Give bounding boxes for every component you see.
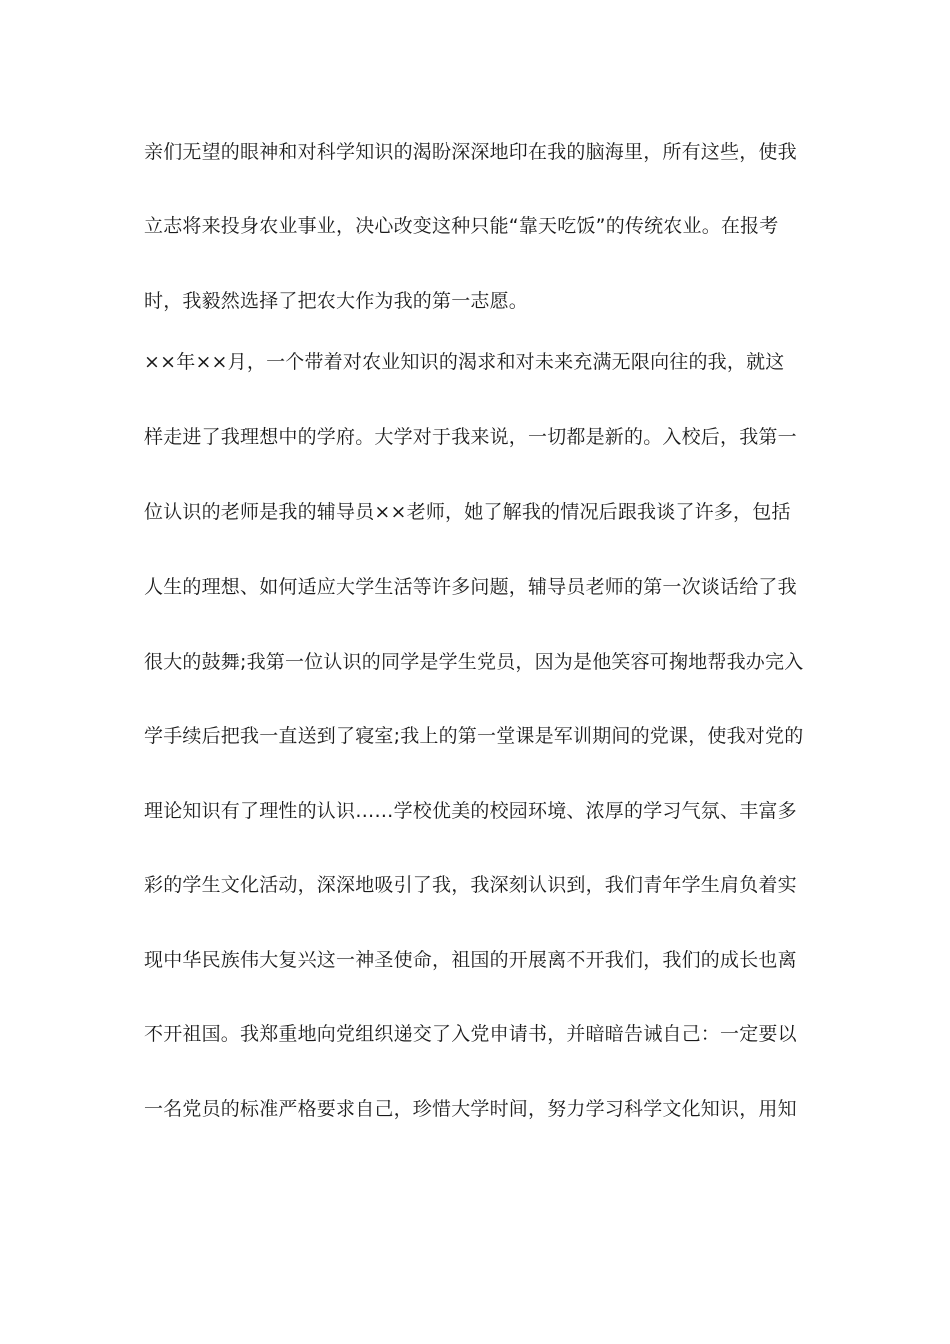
text-line: 理论知识有了理性的认识……学校优美的校园环境、浓厚的学习气氛、丰富多 xyxy=(144,800,797,822)
paragraph-start-line: ××年××月，一个带着对农业知识的渴求和对未来充满无限向往的我，就这 xyxy=(144,351,785,373)
text-line: 一名党员的标准严格要求自己，珍惜大学时间，努力学习科学文化知识，用知 xyxy=(144,1098,797,1120)
text-line: 现中华民族伟大复兴这一神圣使命，祖国的开展离不开我们，我们的成长也离 xyxy=(144,949,797,971)
text-line: 彩的学生文化活动，深深地吸引了我，我深刻认识到，我们青年学生肩负着实 xyxy=(144,874,797,896)
text-line: 亲们无望的眼神和对科学知识的渴盼深深地印在我的脑海里，所有这些，使我 xyxy=(144,141,797,163)
text-line: 时，我毅然选择了把农大作为我的第一志愿。 xyxy=(144,290,529,312)
text-line: 立志将来投身农业事业，决心改变这种只能“靠天吃饭”的传统农业。在报考 xyxy=(144,215,779,237)
text-line: 很大的鼓舞;我第一位认识的同学是学生党员，因为是他笑容可掬地帮我办完入 xyxy=(144,651,804,673)
text-line: 人生的理想、如何适应大学生活等许多问题，辅导员老师的第一次谈话给了我 xyxy=(144,576,797,598)
text-line: 不开祖国。我郑重地向党组织递交了入党申请书，并暗暗告诫自己：一定要以 xyxy=(144,1023,797,1045)
text-line: 学手续后把我一直送到了寝室;我上的第一堂课是军训期间的党课，使我对党的 xyxy=(144,725,804,747)
text-line: 位认识的老师是我的辅导员××老师，她了解我的情况后跟我谈了许多，包括 xyxy=(144,501,791,523)
text-line: 样走进了我理想中的学府。大学对于我来说，一切都是新的。入校后，我第一 xyxy=(144,426,797,448)
